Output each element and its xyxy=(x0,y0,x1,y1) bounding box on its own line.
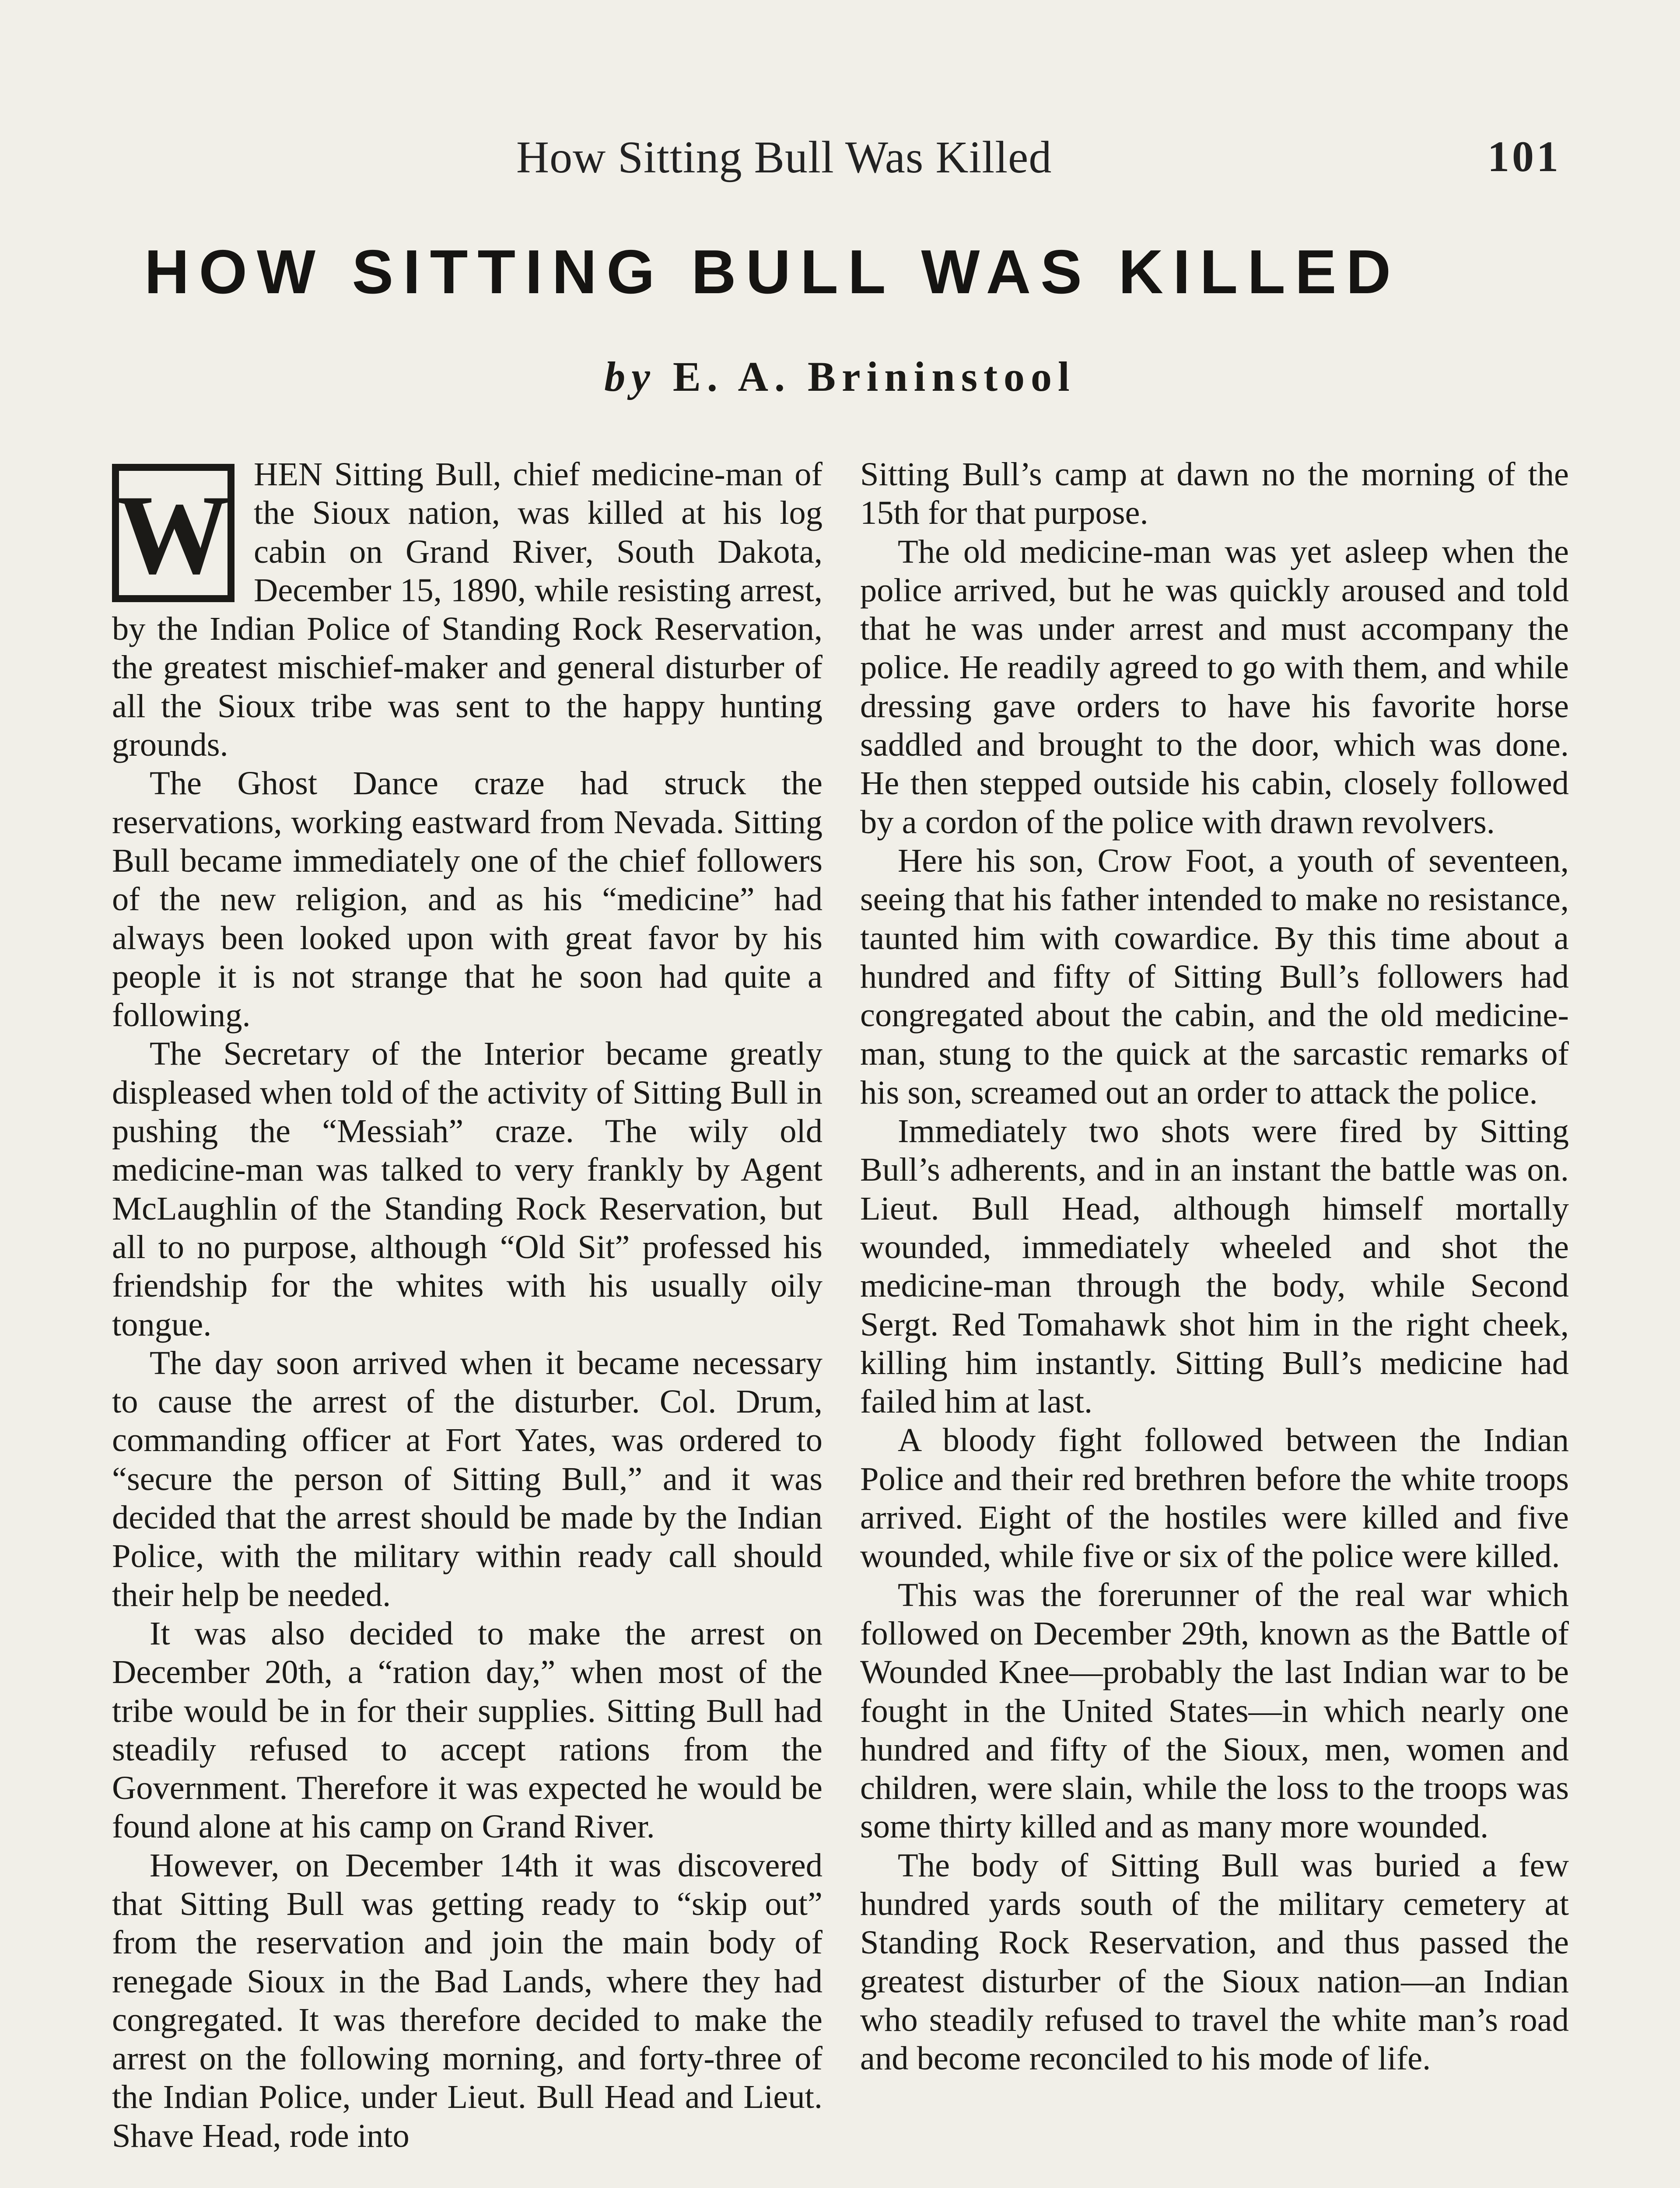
paragraph: It was also decided to make the arrest on December 20th, a “ration day,” when most of the tribe would be in for their supplies. Sitting Bull had steadily refused to accept rations from the Government. Therefore it was expected he would be found alone at his camp on Grand River. xyxy=(112,1614,822,1845)
byline xyxy=(0,352,1680,401)
paragraph: However, on December 14th it was discovered that Sitting Bull was getting ready to “skip out” from the reservation and join the main body of renegade Sioux in the Bad Lands, where they had congregated. It was therefore decided to make the arrest on the following morning, and forty-three of the Indian Police, under Lieut. Bull Head and Lieut. Shave Head, rode into xyxy=(112,1846,822,2154)
paragraph: The day soon arrived when it became necessary to cause the arrest of the disturber. Col. Drum, commanding officer at Fort Yates, was ordered to “secure the person of Sitting Bull,” and it was decided that the arrest should be made by the Indian Police, with the military within ready call should their help be needed. xyxy=(112,1344,822,1613)
paragraph: The body of Sitting Bull was buried a few hundred yards south of the military cemetery at Standing Rock Reservation, and thus passed the greatest disturber of the Sioux nation—an Indian who steadily refused to travel the white man’s road and become reconciled to his mode of life. xyxy=(860,1846,1569,2077)
paragraph: The Ghost Dance craze had struck the reservations, working eastward from Nevada. Sitting Bull became immediately one of the chief followers of the new religion, and as his “medicine” had always been looked upon with great favor by his people it is not strange that he soon had quite a following. xyxy=(112,764,822,1034)
paragraph: The Secretary of the Interior became greatly displeased when told of the activity of Sitting Bull in pushing the “Messiah” craze. The wily old medicine-man was talked to very frankly by Agent McLaughlin of the Standing Rock Reservation, but all to no purpose, although “Old Sit” professed his friendship for the whites with his usually oily tongue. xyxy=(112,1035,822,1343)
running-head: How Sitting Bull Was Killed xyxy=(516,132,1052,182)
drop-cap: W xyxy=(112,464,234,602)
page-number: 101 xyxy=(1488,132,1561,181)
paragraph: HEN Sitting Bull, chief medicine-man of the Sioux nation, was killed at his log cabin on Grand River, South Dakota, December 15, 1890, while resisting arrest, by the Indian Police of Standing Rock Reservation, the greatest mischief-maker and general disturber of all the Sioux tribe was sent to the happy hunting grounds. xyxy=(112,456,822,764)
paragraph: Here his son, Crow Foot, a youth of seventeen, seeing that his father intended to make no resistance, taunted him with cowardice. By this time about a hundred and fifty of Sitting Bull’s followers had congregated about the cabin, and the old medicine-man, stung to the quick at the sarcastic remarks of his son, screamed out an order to attack the police. xyxy=(860,842,1569,1111)
paragraph: Sitting Bull’s camp at dawn no the morning of the 15th for that purpose. xyxy=(860,456,1569,532)
paragraph: The old medicine-man was yet asleep when the police arrived, but he was quickly aroused and told that he was under arrest and must accompany the police. He readily agreed to go with them, and while dressing gave orders to have his favorite horse saddled and brought to the door, which was done. He then stepped outside his cabin, closely followed by a cordon of the police with drawn revolvers. xyxy=(860,533,1569,841)
paragraph: Immediately two shots were fired by Sitting Bull’s adherents, and in an instant the battle was on. Lieut. Bull Head, although himself mortally wounded, immediately wheeled and shot the medicine-man through the body, while Second Sergt. Red Tomahawk shot him in the right cheek, killing him instantly. Sitting Bull’s medicine had failed him at last. xyxy=(860,1112,1569,1420)
right-column xyxy=(860,455,1569,2078)
byline-prefix: by xyxy=(604,353,656,400)
article-title: HOW SITTING BULL WAS KILLED xyxy=(144,237,1401,307)
paragraph: A bloody fight followed between the Indian Police and their red brethren before the white troops arrived. Eight of the hostiles were killed and five wounded, while five or six of the police were killed. xyxy=(860,1421,1569,1575)
byline-author: E. A. Brininstool xyxy=(672,353,1076,400)
paragraph: This was the forerunner of the real war which followed on December 29th, known as the Battle of Wounded Knee—probably the last Indian war to be fought in the United States—in which nearly one hundred and fifty of the Sioux, men, women and children, were slain, while the loss to the troops was some thirty killed and as many more wounded. xyxy=(860,1576,1569,1845)
left-column xyxy=(112,455,822,2155)
